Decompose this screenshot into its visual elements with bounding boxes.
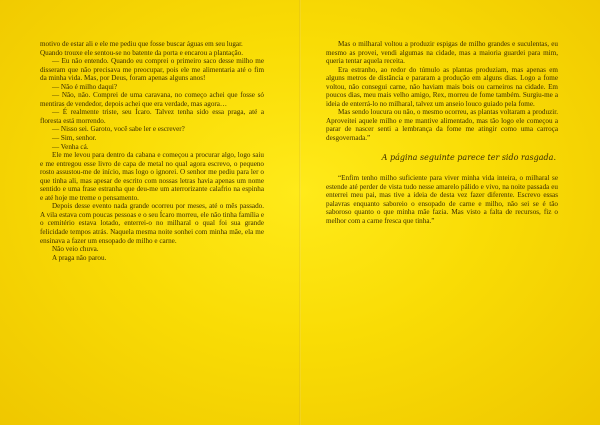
dialogue-line: — Venha cá. xyxy=(52,142,89,151)
paragraph: Ele me levou para dentro da cabana e começou a procurar algo, logo saiu e me entregou esse livro de capa de metal no qual agora escrevo, o pequeno rosto assustou-me de início, mas logo o ignorei. O senhor me pediu para ler o que tinha ali, mas apesar de escrito com nossas letras havia apenas um nome sentido e uma frase estranha que deu-me um aterrorizante calafrio na espinha e até hoje me treme o pensamento. xyxy=(40,151,264,202)
section-note: A página seguinte parece ter sido rasgada. xyxy=(381,152,556,162)
paragraph: Mas sendo loucura ou não, o mesmo ocorreu, as plantas voltaram a produzir. Aproveitei aquele milho e me mantive alimentado, mas tão logo ele começou a parar de nascer senti a lembrança da fome me atingir como uma carroça desgovernada.” xyxy=(326,108,558,143)
paragraph: Depois desse evento nada grande ocorreu por meses, até o mês passado. A vila estava com poucas pessoas e o seu Ícaro morreu, ele não tinha família e o cemitério estava lotado, enterrei-o no milharal o qual foi sua grande felicidade tempos atrás. Naquela mesma noite sonhei com minha mãe, ela me ensinava a fazer um ensopado de milho e carne. xyxy=(40,202,264,245)
dialogue-line: — Não, não. Comprei de uma caravana, no começo achei que fosse só mentiras de vendedor, depois achei que era verdade, mas agora… xyxy=(40,91,264,108)
dialogue-line: — Sim, senhor. xyxy=(52,134,97,143)
right-page xyxy=(326,40,558,225)
paragraph: Não veio chuva. xyxy=(52,245,99,254)
paragraph: motivo de estar ali e ele me pediu que fosse buscar águas em seu lugar. Quando trouxe ele sentou-se no batente da porta e encarou a plantação. xyxy=(40,40,244,57)
book-gutter xyxy=(299,0,301,425)
quote-paragraph: “Enfim tenho milho suficiente para viver minha vida inteira, o milharal se estende até perder de vista tudo nesse amarelo pálido e vivo, na noite passada eu enterrei meu pai, mas tive a ideia de desta vez fazer diferente. Escrevo essas palavras enquanto saboreio o ensopado de carne e milho, não sei se é tão saboroso quanto o que minha mãe fazia. Mas visto a falta de recursos, fiz o melhor com a carne fresca que tinha.” xyxy=(326,174,558,225)
left-page xyxy=(40,40,264,262)
dialogue-line: — Não é milho daqui? xyxy=(52,82,118,91)
paragraph: Mas o milharal voltou a produzir espigas de milho grandes e suculentas, eu mesmo as provei, vendi algumas na cidade, mas a maioria guardei para mim, queria tentar aquela receita. xyxy=(326,40,558,66)
paragraph: A praga não parou. xyxy=(52,253,107,262)
dialogue-line: — Nisso sei. Garoto, você sabe ler e escrever? xyxy=(52,125,185,134)
paragraph: — Eu não entendo. Quando eu comprei o primeiro saco desse milho me disseram que não precisava me preocupar, pois ele me alimentaria até o fim da minha vida. Mas, por Deus, foram apenas alguns anos! xyxy=(40,57,264,83)
paragraph: Era estranho, ao redor do túmulo as plantas produziam, mas apenas em alguns metros de distância e pararam a produção em alguns dias. Logo a fome voltou, não consegui carne, não haviam mais bois ou carneiros na cidade. Em poucos dias, meu mais velho amigo, Rex, morreu de fome também. Surgiu-me a ideia de enterrá-lo no milharal, talvez um anseio louco guiado pela fome. xyxy=(326,65,558,108)
dialogue-line: — É realmente triste, seu Ícaro. Talvez tenha sido essa praga, até a floresta está morrendo. xyxy=(40,108,264,125)
